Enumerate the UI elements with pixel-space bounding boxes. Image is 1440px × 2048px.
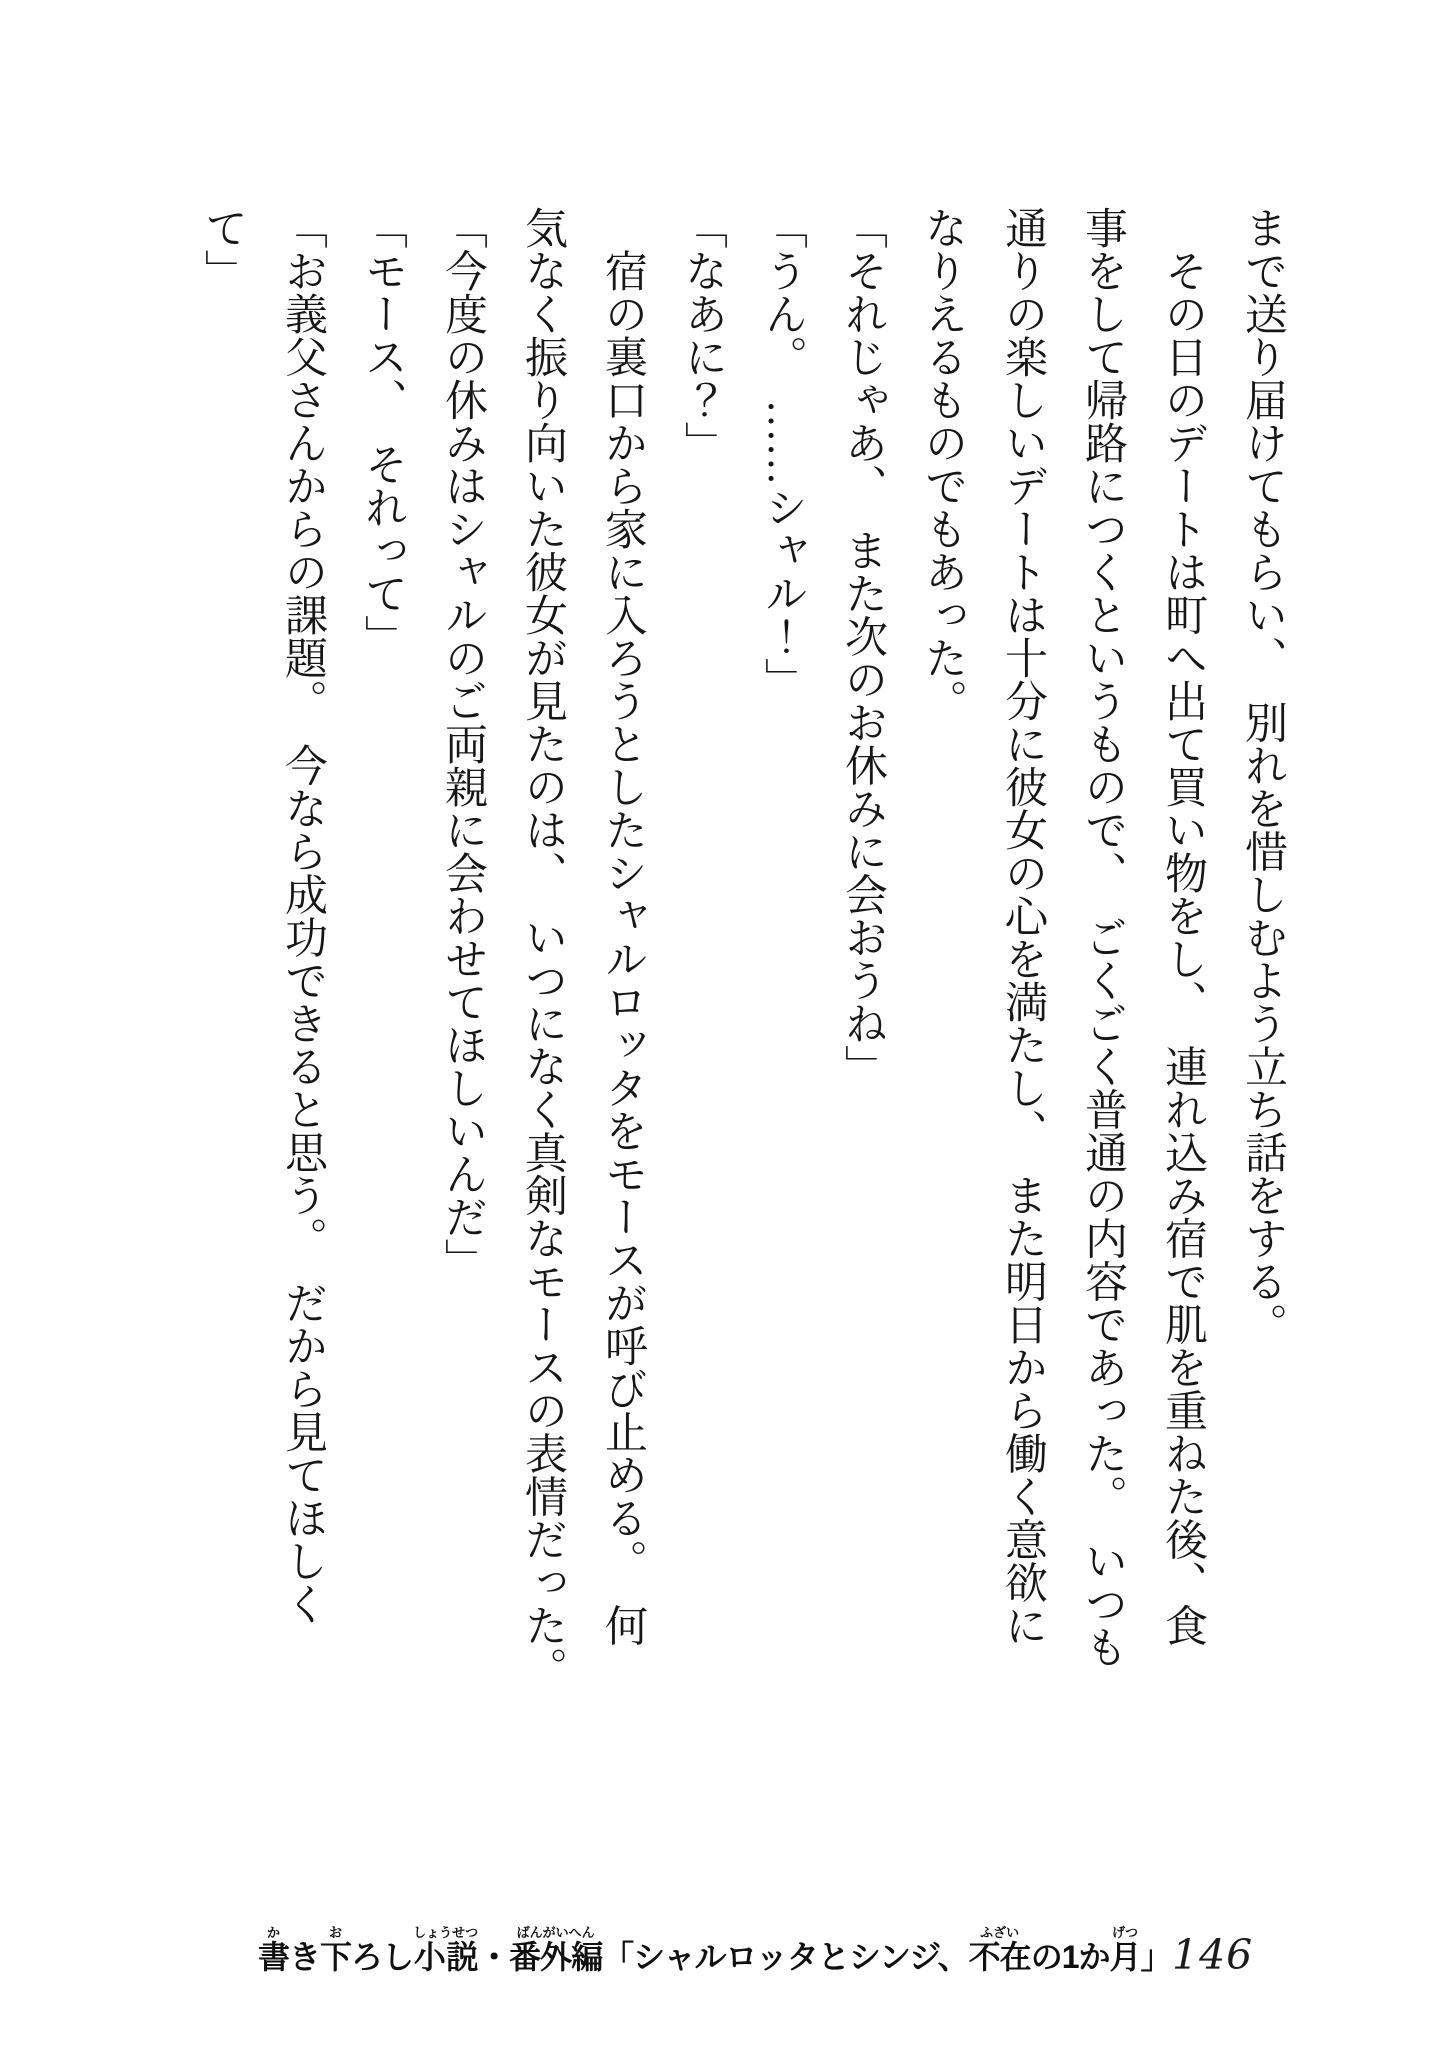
text-column-4: 通りの楽しいデートは十分に彼女の心を満たし、 また明日から働く意欲に <box>999 206 1046 1647</box>
footer-ruby-segment: き <box>289 1939 321 1975</box>
text-column-5: なりえるものでもあった。 <box>919 206 966 722</box>
footer-ruby-segment: ろし <box>351 1939 414 1975</box>
text-column-6: 「それじゃあ、 また次のお休みに会おうね」 <box>839 206 886 1088</box>
text-column-3: 事をして帰路につくというもので、 ごくごく普通の内容であった。 いつも <box>1079 206 1126 1668</box>
text-column-9: 宿の裏口から家に入ろうとしたシャルロッタをモースが呼び止める。 何 <box>599 206 646 1647</box>
text-column-8: 「なあに？」 <box>679 206 726 464</box>
footer-ruby-segment: 月げつ <box>1109 1925 1141 1975</box>
text-column-11: 「今度の休みはシャルのご両親に会わせてほしいんだ」 <box>439 206 486 1281</box>
footer-ruby-segment: 」 <box>1140 1939 1172 1975</box>
footer-ruby-segment: の1か <box>1030 1939 1110 1975</box>
footer-ruby-segment: 「シャルロッタとシンジ、 <box>602 1939 969 1975</box>
page-footer <box>258 1925 1172 1973</box>
footer-ruby-segment: 下お <box>320 1925 352 1975</box>
text-column-12: 「モース、 それって」 <box>359 206 406 658</box>
text-column-10: 気なく振り向いた彼女が見たのは、 いつになく真剣なモースの表情だった。 <box>519 206 566 1690</box>
novel-text-block <box>182 206 1302 1711</box>
footer-ruby-segment: ・ <box>478 1939 510 1975</box>
text-column-1: まで送り届けてもらい、 別れを惜しむよう立ち話をする。 <box>1239 206 1286 1346</box>
text-column-14: て」 <box>199 206 246 292</box>
footer-ruby-segment: 書か <box>258 1925 290 1975</box>
page-number: 146 <box>1172 1931 1254 1979</box>
footer-ruby-segment: 小説しょうせつ <box>413 1925 479 1975</box>
text-column-13: 「お義父さんからの課題。 今なら成功できると思う。 だから見てほしく <box>279 206 326 1625</box>
text-column-7: 「うん。 ……シャル！」 <box>759 206 806 701</box>
footer-ruby-segment: 不在ふざい <box>968 1925 1031 1975</box>
footer-ruby-segment: 番外編ばんがいへん <box>509 1925 603 1975</box>
text-column-2: その日のデートは町へ出て買い物をし、 連れ込み宿で肌を重ねた後、食 <box>1159 206 1206 1647</box>
footer-chapter-title <box>258 1925 1172 1975</box>
